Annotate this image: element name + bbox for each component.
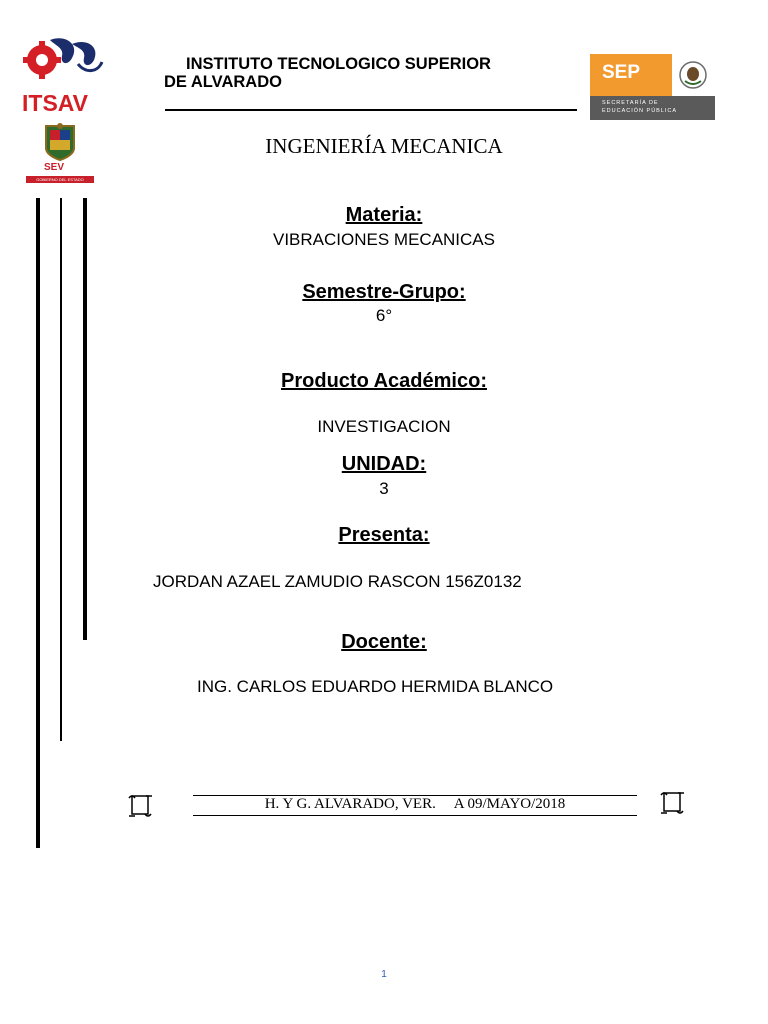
- materia-label: Materia:: [345, 204, 423, 226]
- footer-rule-bottom: [193, 815, 637, 816]
- semestre-label: Semestre-Grupo:: [302, 281, 466, 303]
- sev-logo-text: SEV: [44, 162, 65, 173]
- sep-subtitle-line-2: EDUCACIÓN PÚBLICA: [602, 108, 678, 114]
- sep-logo-text: SEP: [602, 62, 641, 83]
- sep-subtitle-line-1: SECRETARÍA DE: [602, 100, 659, 106]
- institute-line-1: INSTITUTO TECNOLOGICO SUPERIOR: [186, 55, 491, 73]
- unidad-value: 3: [379, 479, 389, 498]
- career-title: INGENIERÍA MECANICA: [265, 134, 503, 158]
- sep-logo: [590, 54, 715, 120]
- footer-place-date: H. Y G. ALVARADO, VER. A 09/MAYO/2018: [264, 796, 566, 812]
- docente-value: ING. CARLOS EDUARDO HERMIDA BLANCO: [197, 677, 554, 696]
- materia-value: VIBRACIONES MECANICAS: [273, 230, 495, 249]
- institute-name: [164, 55, 584, 91]
- itsav-logo: [20, 34, 110, 114]
- sev-band: GOBIERNO DEL ESTADO: [26, 176, 94, 183]
- itsav-logo-text: ITSAV: [22, 90, 89, 116]
- scroll-ornament-right-icon: [659, 789, 685, 817]
- scroll-ornament-left-icon: [127, 792, 153, 820]
- header-rule: [165, 109, 577, 111]
- page-number: 1: [381, 969, 387, 980]
- docente-label: Docente:: [341, 631, 427, 653]
- presenta-label: Presenta:: [338, 524, 430, 546]
- unidad-label: UNIDAD:: [341, 453, 427, 475]
- producto-label: Producto Académico:: [281, 370, 487, 392]
- producto-value: INVESTIGACION: [317, 417, 451, 436]
- institute-line-2: DE ALVARADO: [164, 73, 282, 91]
- presenta-value: JORDAN AZAEL ZAMUDIO RASCON 156Z0132: [153, 572, 522, 591]
- semestre-value: 6°: [375, 306, 393, 325]
